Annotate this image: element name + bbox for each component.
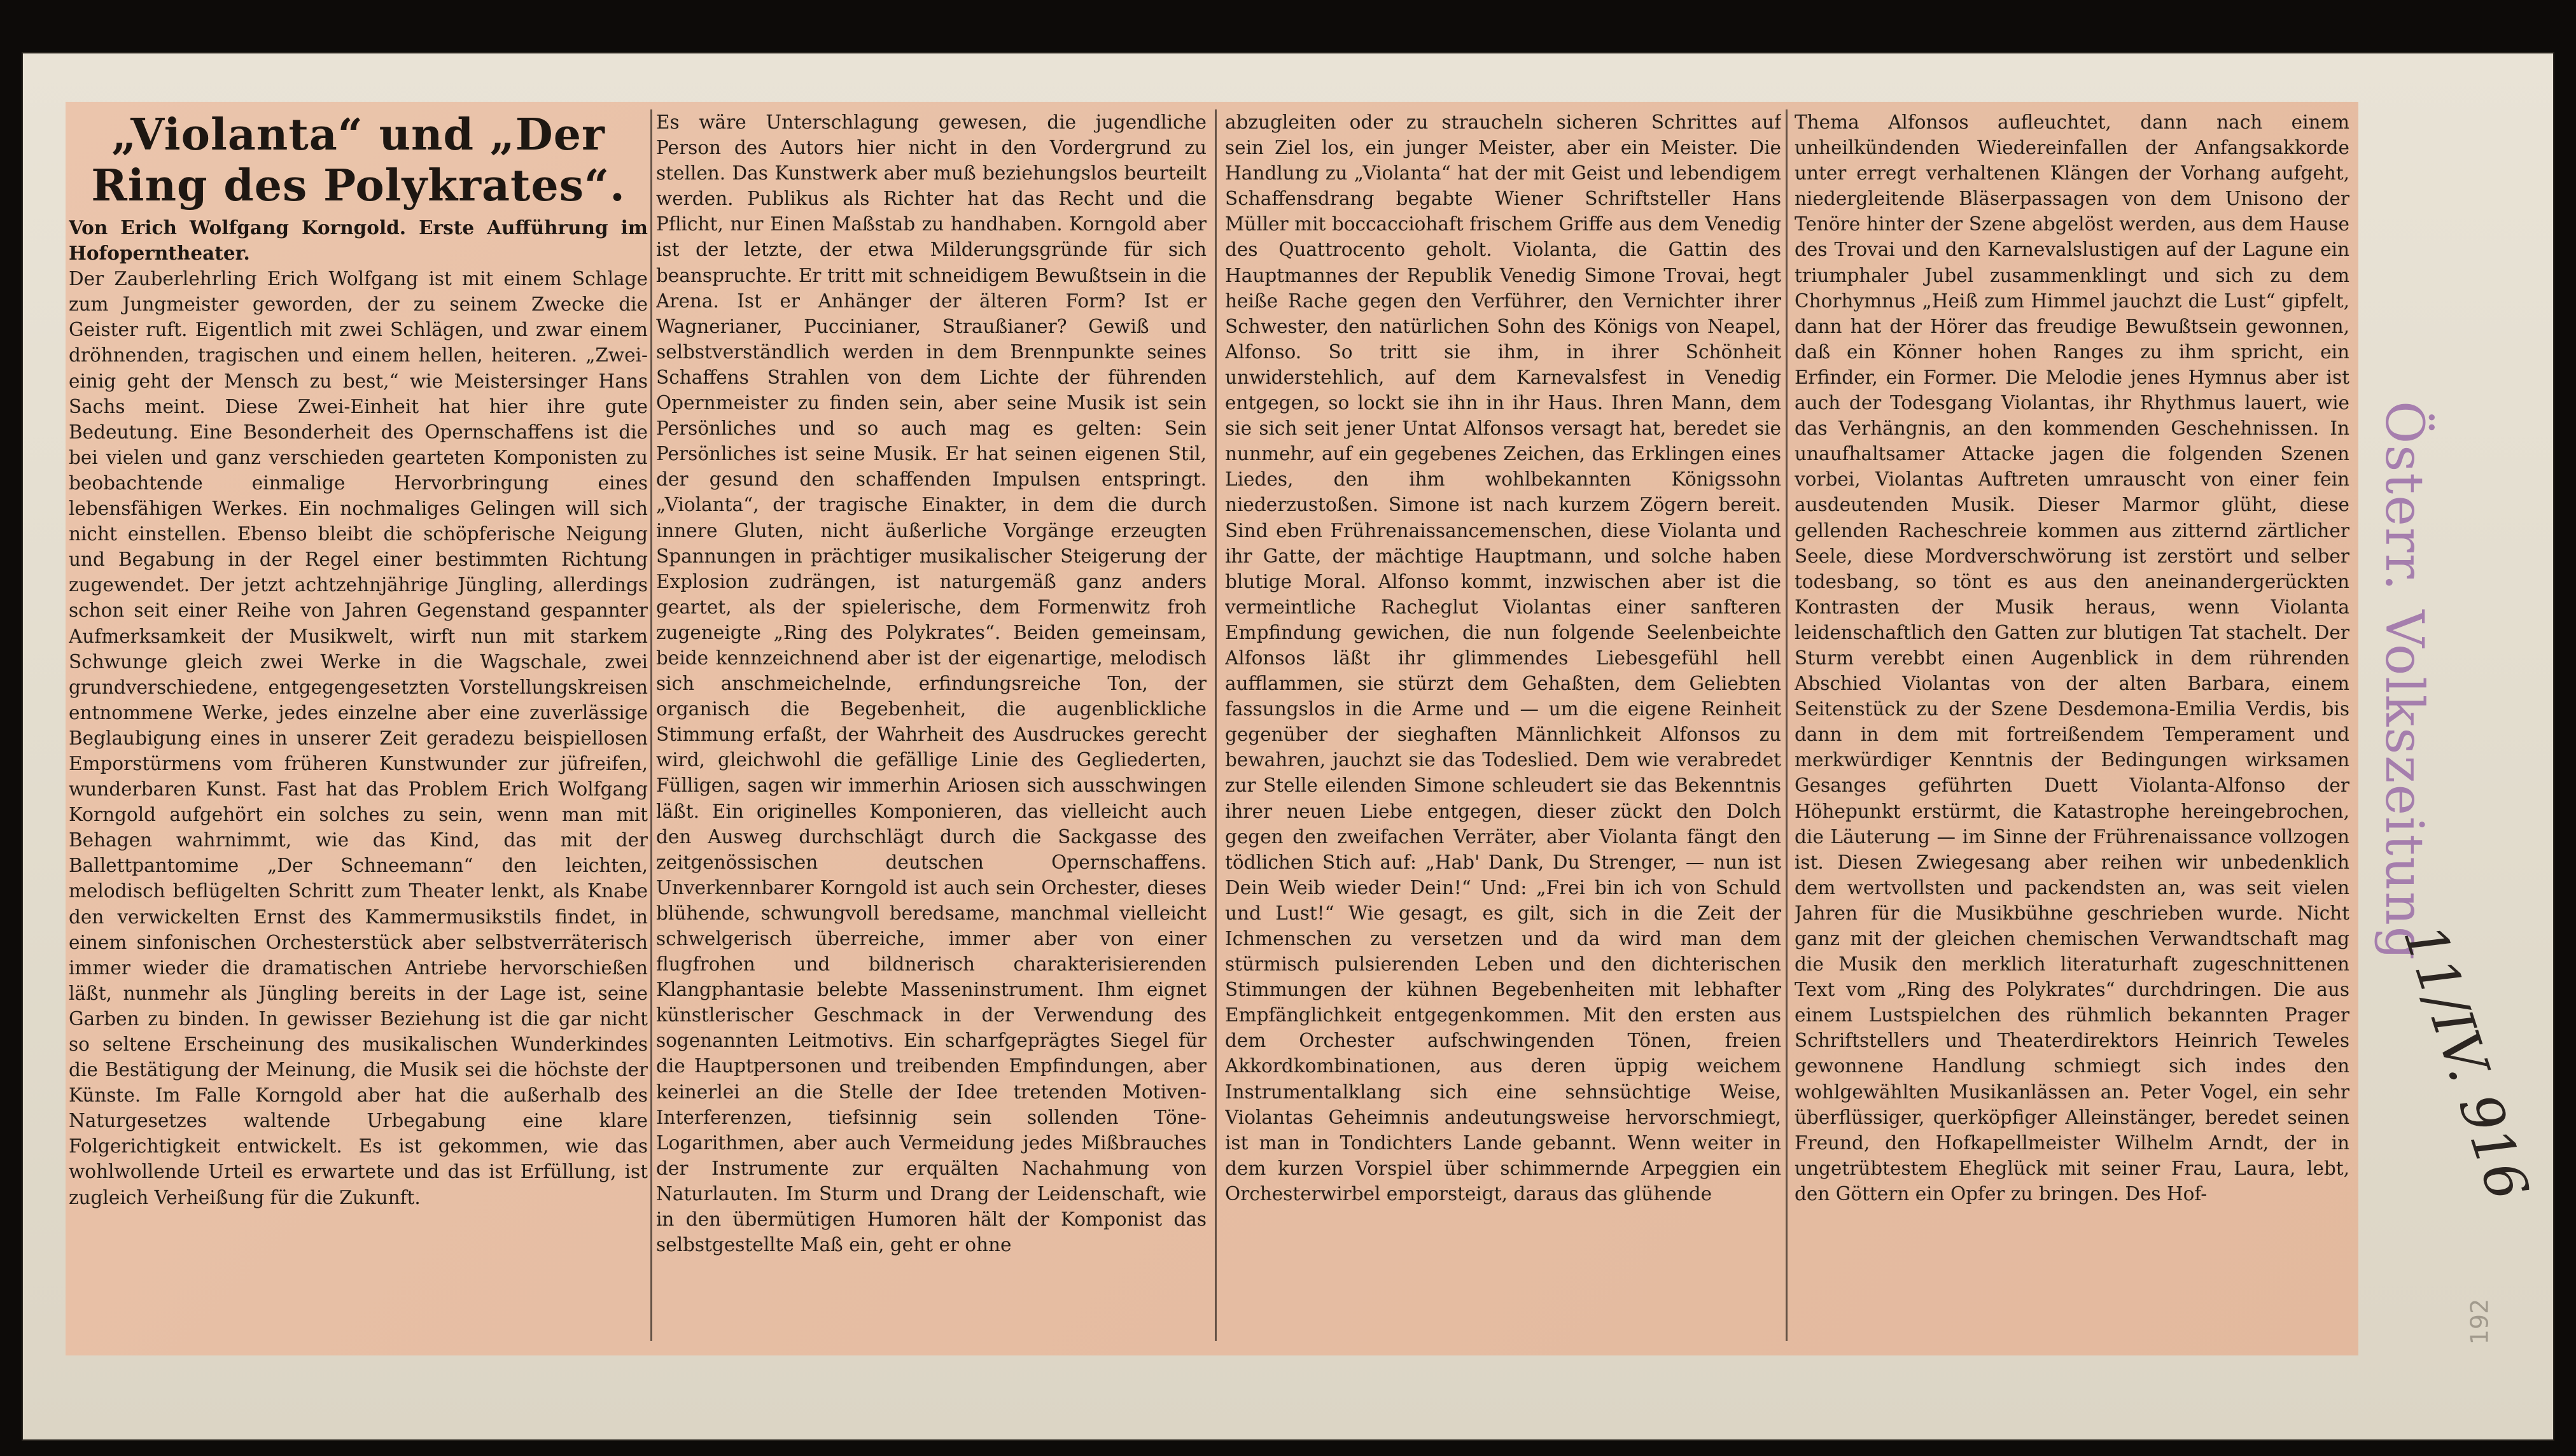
column-rule-3 [1786,109,1788,1341]
article-column-1 [69,109,648,1341]
column-2-text: Es wäre Unterschlagung gewesen, die jugendliche Person des Autors hier nicht in den Vordergrund zu stellen. Das Kunstwerk aber muß beziehungslos beurteilt werden. Publikus als Richter hat das Recht und die Pflicht, nur Einen Maßstab zu handhaben. Korngold aber ist der letzte, der etwa Milderungsgründe für sich beanspruchte. Er tritt mit schneidigem Bewußtsein in die Arena. Ist er Anhänger der älteren Form? Ist er Wagnerianer, Puccinianer, Straußianer? Gewiß und selbstverständlich werden in dem Brennpunkte seines Schaffens Strahlen von dem Lichte der führenden Opernmeister zu finden sein, aber seine Musik ist sein Persönliches und so auch mag es gelten: Sein Persönliches ist seine Musik. Er hat seinen eigenen Stil, der gesund den schaffenden Impulsen entspringt. „Violanta“, der tragische Einakter, in dem die durch innere Gluten, nicht äußerliche Vorgänge erzeugten Spannungen in prächtiger musikalischer Steigerung der Explosion zudrängen, ist naturgemäß ganz anders geartet, als der spielerische, dem Formenwitz froh zugeneigte „Ring des Polykrates“. Beiden gemeinsam, beide kennzeichnend aber ist der eigenartige, melodisch sich anschmeichelnde, erfindungsreiche Ton, der organisch die Begebenheit, die augenblickliche Stimmung erfaßt, der Wahrheit des Ausdruckes gerecht wird, gleichwohl die gefällige Linie des Gegliederten, Fülligen, sagen wir immerhin Ariosen sich ausschwingen läßt. Ein originelles Komponieren, das vielleicht auch den Ausweg durchschlägt durch die Sackgasse des zeitgenössischen deutschen Opernschaffens. Unverkennbarer Korngold ist auch sein Orchester, dieses blühende, schwungvoll beredsame, manchmal vielleicht schwelgerisch überreiche, immer aber von einer flugfrohen und bildnerisch charakterisierenden Klangphantasie belebte Masseninstrument. Ihm eignet künstlerischer Geschmack in der Verwendung des sogenannten Leitmotivs. Ein scharfgeprägtes Siegel für die Hauptpersonen und treibenden Empfindungen, aber keinerlei an die Stelle der Idee tretenden Motiven-Interferenzen, tiefsinnig sein sollenden Töne-Logarithmen, aber auch Vermeidung jedes Mißbrauches der Instrumente zur erquälten Nachahmung von Naturlauten. Im Sturm und Drang der Leidenschaft, wie in den übermütigen Humoren hält der Komponist das selbstgestellte Maß ein, geht er ohne [656,111,1207,1256]
column-3-text: abzugleiten oder zu straucheln sicheren Schrittes auf sein Ziel los, ein junger Meister, aber ein Meister. Die Handlung zu „Violanta“ hat der mit Geist und lebendigem Schaffensdrang begabte Wiener Schriftsteller Hans Müller mit boccacciohaft frischem Griffe aus dem Venedig des Quattrocento geholt. Violanta, die Gattin des Hauptmannes der Republik Venedig Simone Trovai, hegt heiße Rache gegen den Verführer, den Vernichter ihrer Schwester, den natürlichen Sohn des Königs von Neapel, Alfonso. So tritt sie ihm, in ihrer Schönheit unwiderstehlich, auf dem Karnevalsfest in Venedig entgegen, so lockt sie ihn in ihr Haus. Ihren Mann, dem sie sich seit jener Untat Alfonsos versagt hat, beredet sie nunmehr, auf ein gegebenes Zeichen, das Erklingen eines Liedes, den ihm wohlbekannten Königssohn niederzustoßen. Simone ist nach kurzem Zögern bereit. Sind eben Frührenaissancemenschen, diese Violanta und ihr Gatte, der mächtige Hauptmann, und solche haben blutige Moral. Alfonso kommt, inzwischen aber ist die vermeintliche Racheglut Violantas einer sanfteren Empfindung gewichen, die nun folgende Seelenbeichte Alfonsos läßt ihr glimmendes Liebesgefühl hell aufflammen, sie stürzt dem Gehaßten, dem Geliebten fassungslos in die Arme und — um die eigene Reinheit gegenüber der sieghaften Männlichkeit Alfonsos zu bewahren, jauchzt sie das Todeslied. Dem wie verabredet zur Stelle eilenden Simone schleudert sie das Bekenntnis ihrer neuen Liebe entgegen, dieser zückt den Dolch gegen den zweifachen Verräter, aber Violanta fängt den tödlichen Stich auf: „Hab' Dank, Du Strenger, — nun ist Dein Weib wieder Dein!“ Und: „Frei bin ich von Schuld und Lust!“ Wie gesagt, es gilt, sich in die Zeit der Ichmenschen zu versetzen und da wird man dem stürmisch pulsierenden Leben und den dichterischen Stimmungen der kühnen Begebenheiten mit lebhafter Empfänglichkeit entgegenkommen. Mit den ersten aus dem Orchester aufschwingenden Tönen, freien Akkordkombinationen, aus deren üppig weichem Instrumentalklang sich eine sehnsüchtige Weise, Violantas Geheimnis andeutungsweise hervorschmiegt, ist man in Tondichters Lande gebannt. Wenn weiter in dem kurzen Vorspiel über schimmernde Arpeggien ein Orchesterwirbel emporsteigt, daraus das glühende [1225,111,1781,1205]
article-column-4 [1795,109,2349,1341]
article-headline: „Violanta“ und „Der Ring des Polykrates“. [91,109,626,211]
column-4-text: Thema Alfonsos aufleuchtet, dann nach einem unheilkündenden Wiedereinfallen der Anfangsakkorde unter erregt verhaltenen Klängen der Vorhang aufgeht, niedergleitende Bläserpassagen von dem Unisono der Tenöre hinter der Szene abgelöst werden, aus dem Hause des Trovai und den Karnevalslustigen auf der Lagune ein triumphaler Jubel zusammenklingt und sich zu dem Chorhymnus „Heiß zum Himmel jauchzt die Lust“ gipfelt, dann hat der Hörer das freudige Bewußtsein gewonnen, daß ein Könner hohen Ranges zu ihm spricht, ein Erfinder, ein Former. Die Melodie jenes Hymnus aber ist auch der Todesgang Violantas, ihr Rhythmus lauert, wie das Verhängnis, an den kommenden Geschehnissen. In unaufhaltsamer Attacke jagen die folgenden Szenen vorbei, Violantas Auftreten umrauscht von einer fein ausdeutenden Musik. Dieser Marmor glüht, diese gellenden Racheschreie kommen aus zitternd zärtlicher Seele, diese Mordverschwörung ist zerstört und selber todesbang, so tönt es aus den aneinandergerückten Kontrasten der Musik heraus, wenn Violanta leidenschaftlich den Gatten zur blutigen Tat stachelt. Der Sturm verebbt einen Augenblick in dem rührenden Abschied Violantas von der alten Barbara, einem Seitenstück zu der Szene Desdemona-Emilia Verdis, bis dann in dem mit fortreißendem Temperament und merkwürdiger Kenntnis der Bedingungen wirksamen Gesanges geführten Duett Violanta-Alfonso der Höhepunkt erstürmt, die Katastrophe hereingebrochen, die Läuterung — im Sinne der Frührenaissance vollzogen ist. Diesen Zwiegesang aber reihen wir unbedenklich dem wertvollsten und packendsten an, was seit vielen Jahren für die Musikbühne geschrieben wurde. Nicht ganz mit der gleichen chemischen Verwandtschaft mag die Musik den merklich literaturhaft zugeschnittenen Text vom „Ring des Polykrates“ durchdringen. Die aus einem Lustspielchen des rühmlich bekannten Prager Schriftstellers und Theaterdirektors Heinrich Teweles gewonnene Handlung schmiegt sich indes den wohlgewählten Musikanlässen an. Peter Vogel, ein sehr überflüssiger, querköpfiger Alleinstänger, beredet seinen Freund, den Hofkapellmeister Wilhelm Arndt, der in ungetrübtestem Eheglück mit seiner Frau, Laura, lebt, den Göttern ein Opfer zu bringen. Des Hof- [1795,111,2349,1205]
article-column-3 [1225,109,1781,1341]
column-rule-2 [1215,109,1217,1341]
page-number: 192 [2465,1298,2494,1345]
source-stamp: Österr. Volkszeitung [2374,401,2434,962]
column-rule-1 [650,109,652,1341]
column-1-text: Der Zauberlehrling Erich Wolfgang ist mit einem Schlage zum Jungmeister geworden, der zu seinem Zwecke die Geister ruft. Eigentlich mit zwei Schlägen, und zwar einem dröhnenden, tragischen und einem hellen, heiteren. „Zwei-einig geht der Mensch zu best,“ wie Meistersinger Hans Sachs meint. Diese Zwei-Einheit hat hier ihre gute Bedeutung. Eine Besonderheit des Opernschaffens ist die bei vielen und ganz verschieden gearteten Komponisten zu beobachtende einmalige Hervorbringung eines lebensfähigen Werkes. Ein nochmaliges Gelingen will sich nicht einstellen. Ebenso bleibt die schöpferische Neigung und Begabung in der Regel einer bestimmten Richtung zugewendet. Der jetzt achtzehnjährige Jüngling, allerdings schon seit einer Reihe von Jahren Gegenstand gespannter Aufmerksamkeit der Musikwelt, wirft nun mit starkem Schwunge gleich zwei Werke in die Wagschale, zwei grundverschiedene, entgegengesetzten Vorstellungskreisen entnommene Werke, jedes einzelne aber eine zuverlässige Beglaubigung eines in unserer Zeit geradezu beispiellosen Emporstürmens vom früheren Kunstwunder zur jüfreifen, wunderbaren Kunst. Fast hat das Problem Erich Wolfgang Korngold aufgehört ein solches zu sein, wenn man mit Behagen wahrnimmt, wie das Kind, das mit der Ballettpantomime „Der Schneemann“ den leichten, melodisch beflügelten Schritt zum Theater lenkt, als Knabe den verwickelten Ernst des Kammermusikstils findet, in einem sinfonischen Orchesterstück aber selbstverräterisch immer wieder die dramatischen Antriebe hervorschießen läßt, nunmehr als Jüngling bereits in der Lage ist, seine Garben zu binden. In gewisser Beziehung ist die gar nicht so seltene Erscheinung des musikalischen Wunderkindes die Bestätigung der Meinung, die Musik sei die höchste der Künste. Im Falle Korngold aber hat die außerhalb des Naturgesetzes waltende Urbegabung eine klare Folgerichtigkeit entwickelt. Es ist gekommen, wie das wohlwollende Urteil es erwartete und das ist Erfüllung, ist zugleich Verheißung für die Zukunft. [69,268,648,1208]
handwritten-date: 11/IV. 916 [2391,916,2542,1208]
article-byline: Von Erich Wolfgang Korngold. Erste Aufführung im Hofoperntheater. [69,216,648,265]
article-column-2 [656,109,1207,1341]
